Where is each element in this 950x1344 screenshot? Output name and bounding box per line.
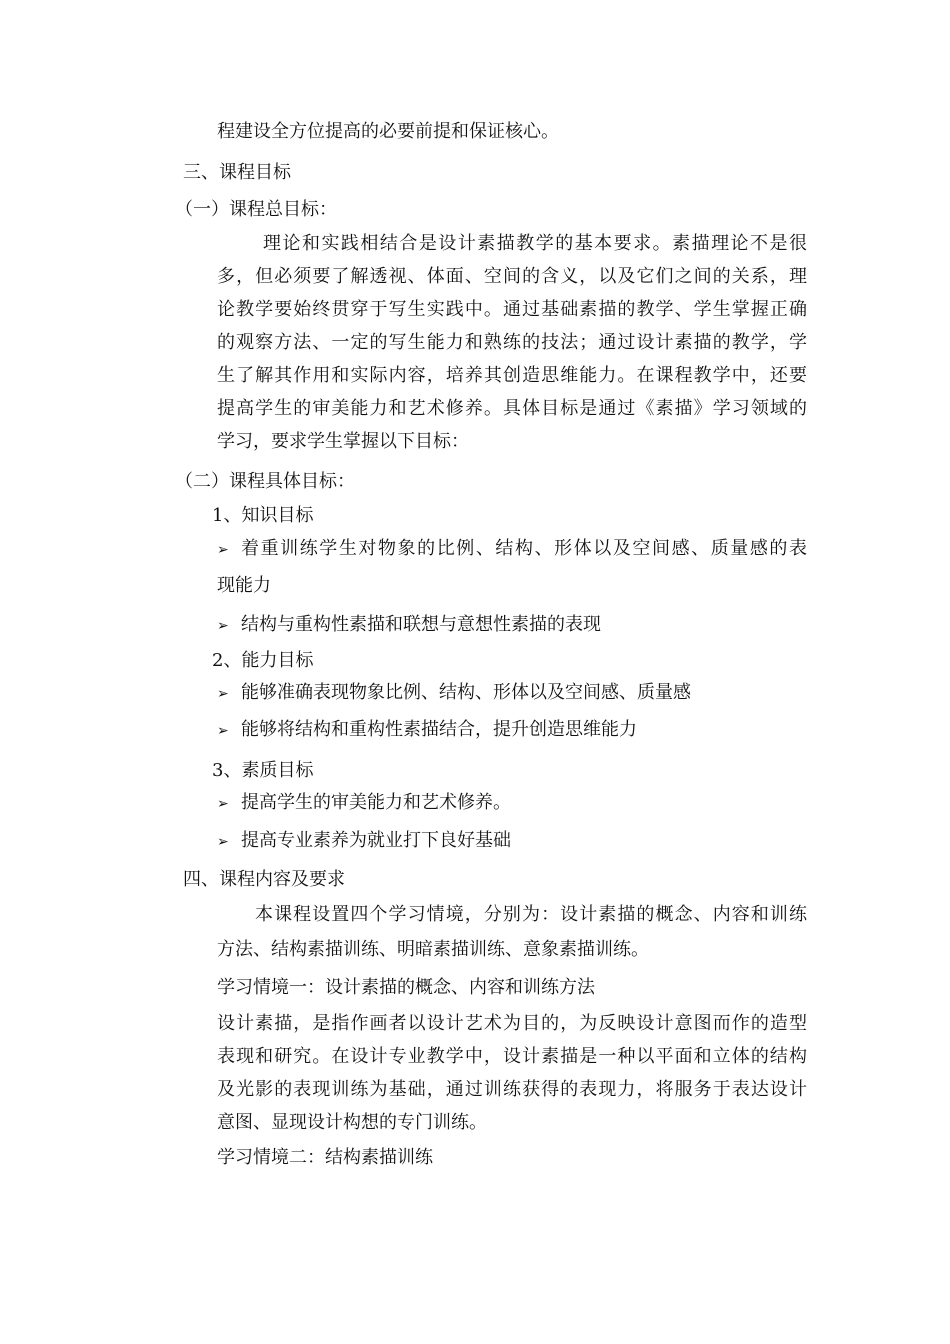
- arrow-bullet-icon: ➢: [217, 834, 229, 850]
- paragraph-text: 本课程设置四个学习情境，分别为：设计素描的概念、内容和训练: [255, 904, 807, 925]
- paragraph-line: [217, 298, 807, 322]
- bullet-item: [217, 537, 807, 562]
- paragraph-line: [217, 265, 807, 289]
- paragraph-line: 学习，要求学生掌握以下目标：: [217, 431, 469, 452]
- paragraph-line: 方法、结构素描训练、明暗素描训练、意象素描训练。: [217, 939, 649, 960]
- section-heading: 三、课程目标: [183, 162, 291, 183]
- subsection-heading: （二）课程具体目标：: [175, 471, 355, 492]
- bullet-text: 能够将结构和重构性素描结合，提升创造思维能力: [241, 719, 637, 740]
- paragraph-text: 提高学生的审美能力和艺术修养。具体目标是通过《素描》学习领域的: [217, 398, 807, 419]
- scenario-heading: 学习情境一：设计素描的概念、内容和训练方法: [217, 977, 595, 998]
- subsection-heading: （一）课程总目标：: [175, 199, 337, 220]
- goal-heading: 2、能力目标: [212, 650, 314, 671]
- bullet-item: [217, 829, 511, 854]
- bullet-item: [217, 791, 511, 816]
- bullet-item: [217, 613, 601, 638]
- paragraph-text: 的观察方法、一定的写生能力和熟练的技法；通过设计素描的教学，学: [217, 332, 807, 353]
- paragraph-text: 多，但必须要了解透视、体面、空间的含义，以及它们之间的关系，理: [217, 266, 807, 287]
- bullet-text: 提高专业素养为就业打下良好基础: [241, 830, 511, 851]
- paragraph-line: [217, 331, 807, 355]
- paragraph-text: 设计素描，是指作画者以设计艺术为目的，为反映设计意图而作的造型: [217, 1013, 807, 1034]
- paragraph-line: [217, 1078, 807, 1102]
- section-heading: 四、课程内容及要求: [183, 869, 345, 890]
- arrow-bullet-icon: ➢: [217, 796, 229, 812]
- bullet-text: 提高学生的审美能力和艺术修养。: [241, 792, 511, 813]
- paragraph-line: [217, 397, 807, 421]
- bullet-item: [217, 681, 691, 706]
- paragraph-line: 程建设全方位提高的必要前提和保证核心。: [217, 121, 559, 142]
- goal-heading: 1、知识目标: [212, 505, 314, 526]
- paragraph-text: 理论和实践相结合是设计素描教学的基本要求。素描理论不是很: [263, 233, 807, 254]
- arrow-bullet-icon: ➢: [217, 542, 229, 558]
- paragraph-line: [217, 1045, 807, 1069]
- bullet-text: 现能力: [217, 575, 271, 596]
- paragraph-line: [217, 903, 807, 927]
- bullet-text: 着重训练学生对物象的比例、结构、形体以及空间感、质量感的表: [241, 538, 807, 559]
- goal-heading: 3、素质目标: [212, 760, 314, 781]
- paragraph-text: 生了解其作用和实际内容，培养其创造思维能力。在课程教学中，还要: [217, 365, 807, 386]
- scenario-heading: 学习情境二：结构素描训练: [217, 1147, 433, 1168]
- paragraph-text: 及光影的表现训练为基础，通过训练获得的表现力，将服务于表达设计: [217, 1079, 807, 1100]
- paragraph-text: 表现和研究。在设计专业教学中，设计素描是一种以平面和立体的结构: [217, 1046, 807, 1067]
- paragraph-line: [217, 232, 807, 256]
- bullet-text: 能够准确表现物象比例、结构、形体以及空间感、质量感: [241, 682, 691, 703]
- paragraph-line: 意图、显现设计构想的专门训练。: [217, 1112, 487, 1133]
- arrow-bullet-icon: ➢: [217, 618, 229, 634]
- paragraph-line: [217, 1012, 807, 1036]
- arrow-bullet-icon: ➢: [217, 686, 229, 702]
- bullet-item: [217, 718, 637, 743]
- paragraph-line: [217, 364, 807, 388]
- arrow-bullet-icon: ➢: [217, 723, 229, 739]
- bullet-text: 结构与重构性素描和联想与意想性素描的表现: [241, 614, 601, 635]
- paragraph-text: 论教学要始终贯穿于写生实践中。通过基础素描的教学、学生掌握正确: [217, 299, 807, 320]
